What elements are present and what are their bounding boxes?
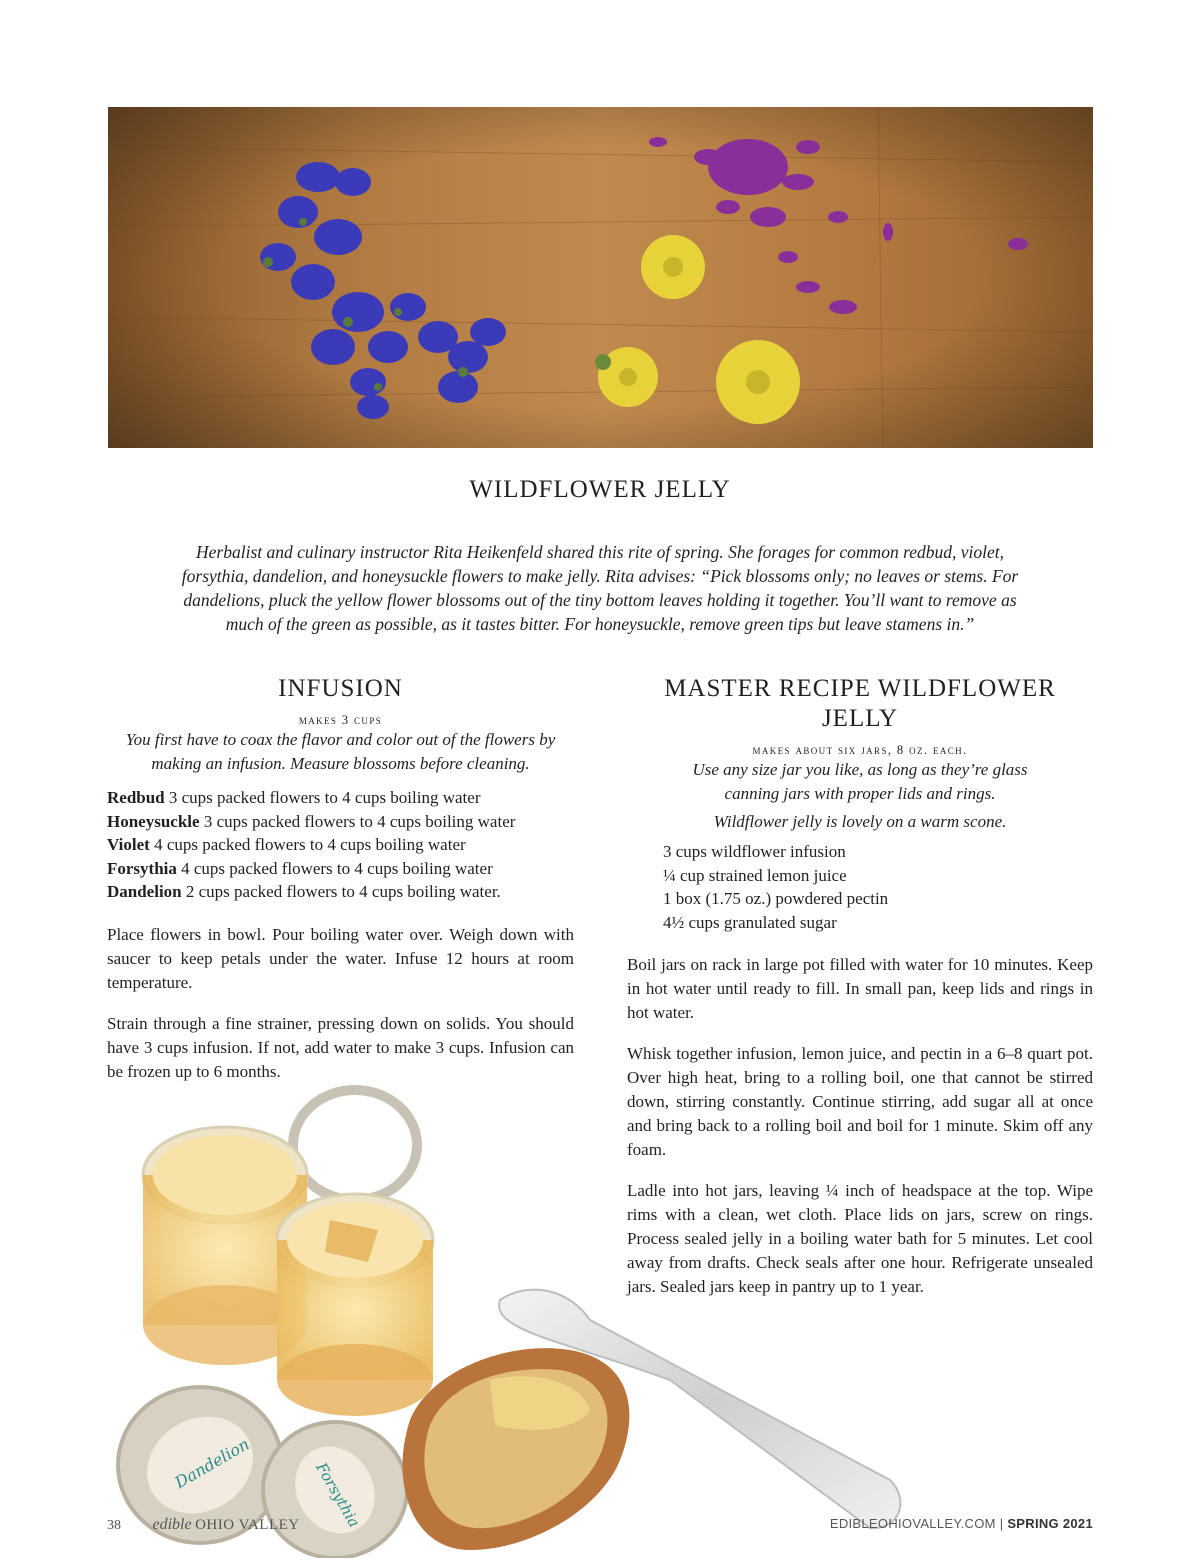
flower-amount: 4 cups packed flowers to 4 cups boiling water: [181, 858, 493, 878]
flower-ratio-item: [107, 833, 574, 857]
ingredient-item: 1 box (1.75 oz.) powdered pectin: [663, 889, 889, 908]
hero-photo-flowers: [108, 107, 1093, 448]
jelly-jars-photo: [110, 1080, 930, 1558]
magazine-name-region: OHIO VALLEY: [195, 1517, 300, 1533]
website-link[interactable]: EDIBLEOHIOVALLEY.COM: [829, 1516, 996, 1531]
master-recipe-yield: makes about six jars, 8 oz. each.: [752, 743, 968, 757]
flower-amount: 3 cups packed flowers to 4 cups boiling water: [203, 811, 516, 831]
flower-amount: 4 cups packed flowers to 4 cups boiling water: [154, 835, 466, 854]
flower-name: Violet: [107, 835, 150, 854]
footer-left: [107, 1516, 300, 1534]
magazine-name-edible: edible: [152, 1516, 192, 1533]
infusion-heading: INFUSION: [278, 675, 403, 702]
footer-right: [830, 1516, 1093, 1531]
article-intro: Herbalist and culinary instructor Rita Heikenfeld shared this rite of spring. She forages for common redbud, violet, forsythia, dandelion, and honeysuckle flowers to make jelly. Rita advises: “Pick blossoms only; no leaves or stems. For dandelions, pluck the yellow flower blossoms out of the tiny bottom leaves holding it together. You’ll want to remove as much of the green as possible, as it tastes bitter. For honeysuckle, remove green tips but leave stamens in.”: [181, 542, 1019, 634]
infusion-step: Strain through a fine strainer, pressing down on solids. You should have 3 cups infusion. If not, add water to make 3 cups. Infusion can be frozen up to 6 months.: [107, 1013, 574, 1081]
infusion-step: Place flowers in bowl. Pour boiling water over. Weigh down with saucer to keep petals under the water. Infuse 12 hours at room temperature.: [107, 924, 574, 992]
page-number: 38: [107, 1518, 121, 1533]
flower-ratio-item: [107, 786, 574, 810]
flower-ratio-list: [107, 786, 574, 904]
lid-label-forsythia: Forsythia: [312, 1459, 364, 1531]
flower-name: Redbud: [107, 788, 165, 807]
flower-name: Honeysuckle: [107, 811, 200, 831]
flower-name: Forsythia: [107, 858, 177, 878]
flower-name: Dandelion: [107, 882, 182, 901]
ingredient-item: 3 cups wildflower infusion: [663, 842, 846, 861]
infusion-lede: You first have to coax the flavor and color out of the flowers by making an infusion. Measure blossoms before cleaning.: [125, 730, 556, 773]
ingredient-item: 4½ cups granulated sugar: [663, 912, 837, 932]
flower-amount: 3 cups packed flowers to 4 cups boiling water: [168, 788, 481, 807]
lid-label-dandelion: Dandelion: [171, 1434, 253, 1493]
issue-label: SPRING 2021: [1007, 1516, 1093, 1531]
master-recipe-step: Whisk together infusion, lemon juice, and pectin in a 6–8 quart pot. Over high heat, bring to a rolling boil, one that cannot be stirred down, stirring constantly. Continue stirring, add sugar all at once and bring back to a rolling boil and boil for 1 minute. Skim off any foam.: [627, 1044, 1093, 1159]
infusion-section: [107, 674, 574, 1084]
master-recipe-heading: MASTER RECIPE WILDFLOWER JELLY: [664, 675, 1056, 732]
article-title: WILDFLOWER JELLY: [469, 476, 731, 503]
master-recipe-lede: Use any size jar you like, as long as they’re glass canning jars with proper lids and rings.: [692, 760, 1028, 803]
master-recipe-step: Boil jars on rack in large pot filled with water for 10 minutes. Keep in hot water until ready to fill. In small pan, keep lids and rings in hot water.: [627, 955, 1093, 1022]
ingredient-item: ¼ cup strained lemon juice: [663, 865, 847, 885]
flower-amount: 2 cups packed flowers to 4 cups boiling water.: [185, 882, 501, 901]
ingredient-list: [627, 840, 1093, 934]
footer-separator: |: [999, 1516, 1004, 1531]
master-recipe-note: Wildflower jelly is lovely on a warm scone.: [713, 812, 1007, 831]
master-recipe-step: Ladle into hot jars, leaving ¼ inch of headspace at the top. Wipe rims with a clean, wet cloth. Place lids on jars, screw on rings. Process sealed jelly in a boiling water bath for 5 minutes. Let cool away from drafts. Check seals after one hour. Refrigerate unsealed jars. Sealed jars keep in pantry up to 1 year.: [627, 1181, 1093, 1296]
infusion-yield: makes 3 cups: [298, 713, 383, 727]
flower-ratio-item: [107, 857, 574, 881]
flower-ratio-item: [107, 880, 574, 904]
flower-ratio-item: [107, 810, 574, 834]
